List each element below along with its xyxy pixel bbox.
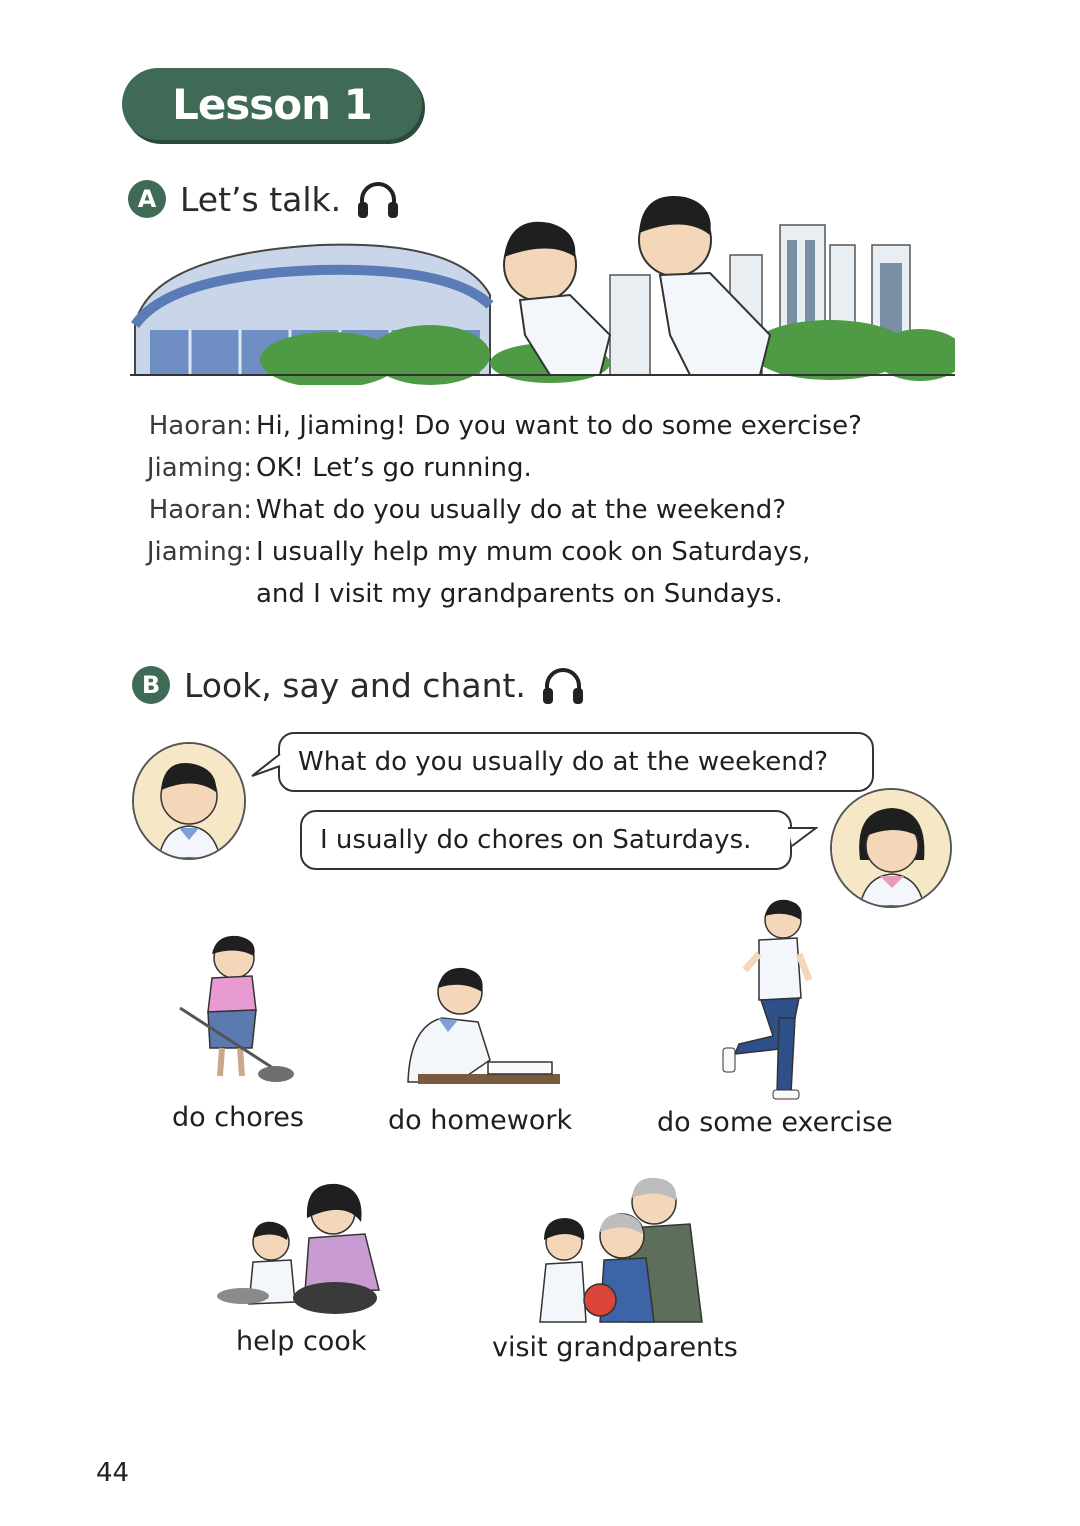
girl-mopping-illustration bbox=[172, 930, 302, 1085]
lesson-banner bbox=[122, 68, 422, 140]
section-b-title: Look, say and chant. bbox=[184, 665, 526, 705]
section-a-title: Let’s talk. bbox=[180, 179, 342, 219]
activity-caption: do homework bbox=[388, 1105, 573, 1136]
speaker: Jiaming: bbox=[146, 537, 252, 567]
bubble-tail bbox=[786, 824, 818, 850]
section-a-badge: A bbox=[128, 180, 166, 218]
speaker: Haoran: bbox=[148, 411, 252, 441]
dialogue-line bbox=[140, 489, 900, 531]
dialogue-line bbox=[140, 447, 900, 489]
boy-writing-illustration bbox=[398, 962, 563, 1087]
speaker bbox=[140, 573, 252, 615]
bubble-tail bbox=[250, 752, 282, 778]
speech-text: OK! Let’s go running. bbox=[256, 453, 532, 483]
headphones-icon[interactable] bbox=[540, 664, 586, 706]
page-number: 44 bbox=[96, 1458, 130, 1488]
dialogue-line bbox=[140, 573, 900, 615]
question-bubble bbox=[278, 732, 874, 792]
girl-avatar bbox=[830, 788, 952, 908]
activity-caption: visit grandparents bbox=[492, 1332, 738, 1363]
activity-caption: do chores bbox=[172, 1102, 304, 1133]
speech-text: and I visit my grandparents on Sundays. bbox=[256, 579, 783, 609]
answer-bubble bbox=[300, 810, 792, 870]
answer-text: I usually do chores on Saturdays. bbox=[320, 825, 752, 855]
activity-caption: help cook bbox=[236, 1326, 367, 1357]
question-text: What do you usually do at the weekend? bbox=[298, 747, 828, 777]
activity-caption: do some exercise bbox=[657, 1107, 893, 1138]
section-b-header bbox=[132, 664, 586, 706]
boy-and-mother-cooking-illustration bbox=[215, 1180, 385, 1320]
dialogue-line bbox=[140, 405, 900, 447]
girl-visiting-grandparents-illustration bbox=[530, 1170, 705, 1325]
speech-text: I usually help my mum cook on Saturdays, bbox=[256, 537, 811, 567]
speaker: Jiaming: bbox=[146, 453, 252, 483]
stadium-scene-illustration bbox=[130, 185, 955, 385]
dialogue-line bbox=[140, 531, 900, 573]
speech-text: What do you usually do at the weekend? bbox=[256, 495, 786, 525]
lesson-title: Lesson 1 bbox=[172, 79, 372, 129]
boy-avatar bbox=[132, 742, 246, 860]
speaker: Haoran: bbox=[148, 495, 252, 525]
speech-text: Hi, Jiaming! Do you want to do some exercise? bbox=[256, 411, 862, 441]
boy-running-illustration bbox=[715, 898, 815, 1103]
section-b-badge: B bbox=[132, 666, 170, 704]
dialogue bbox=[140, 405, 900, 615]
